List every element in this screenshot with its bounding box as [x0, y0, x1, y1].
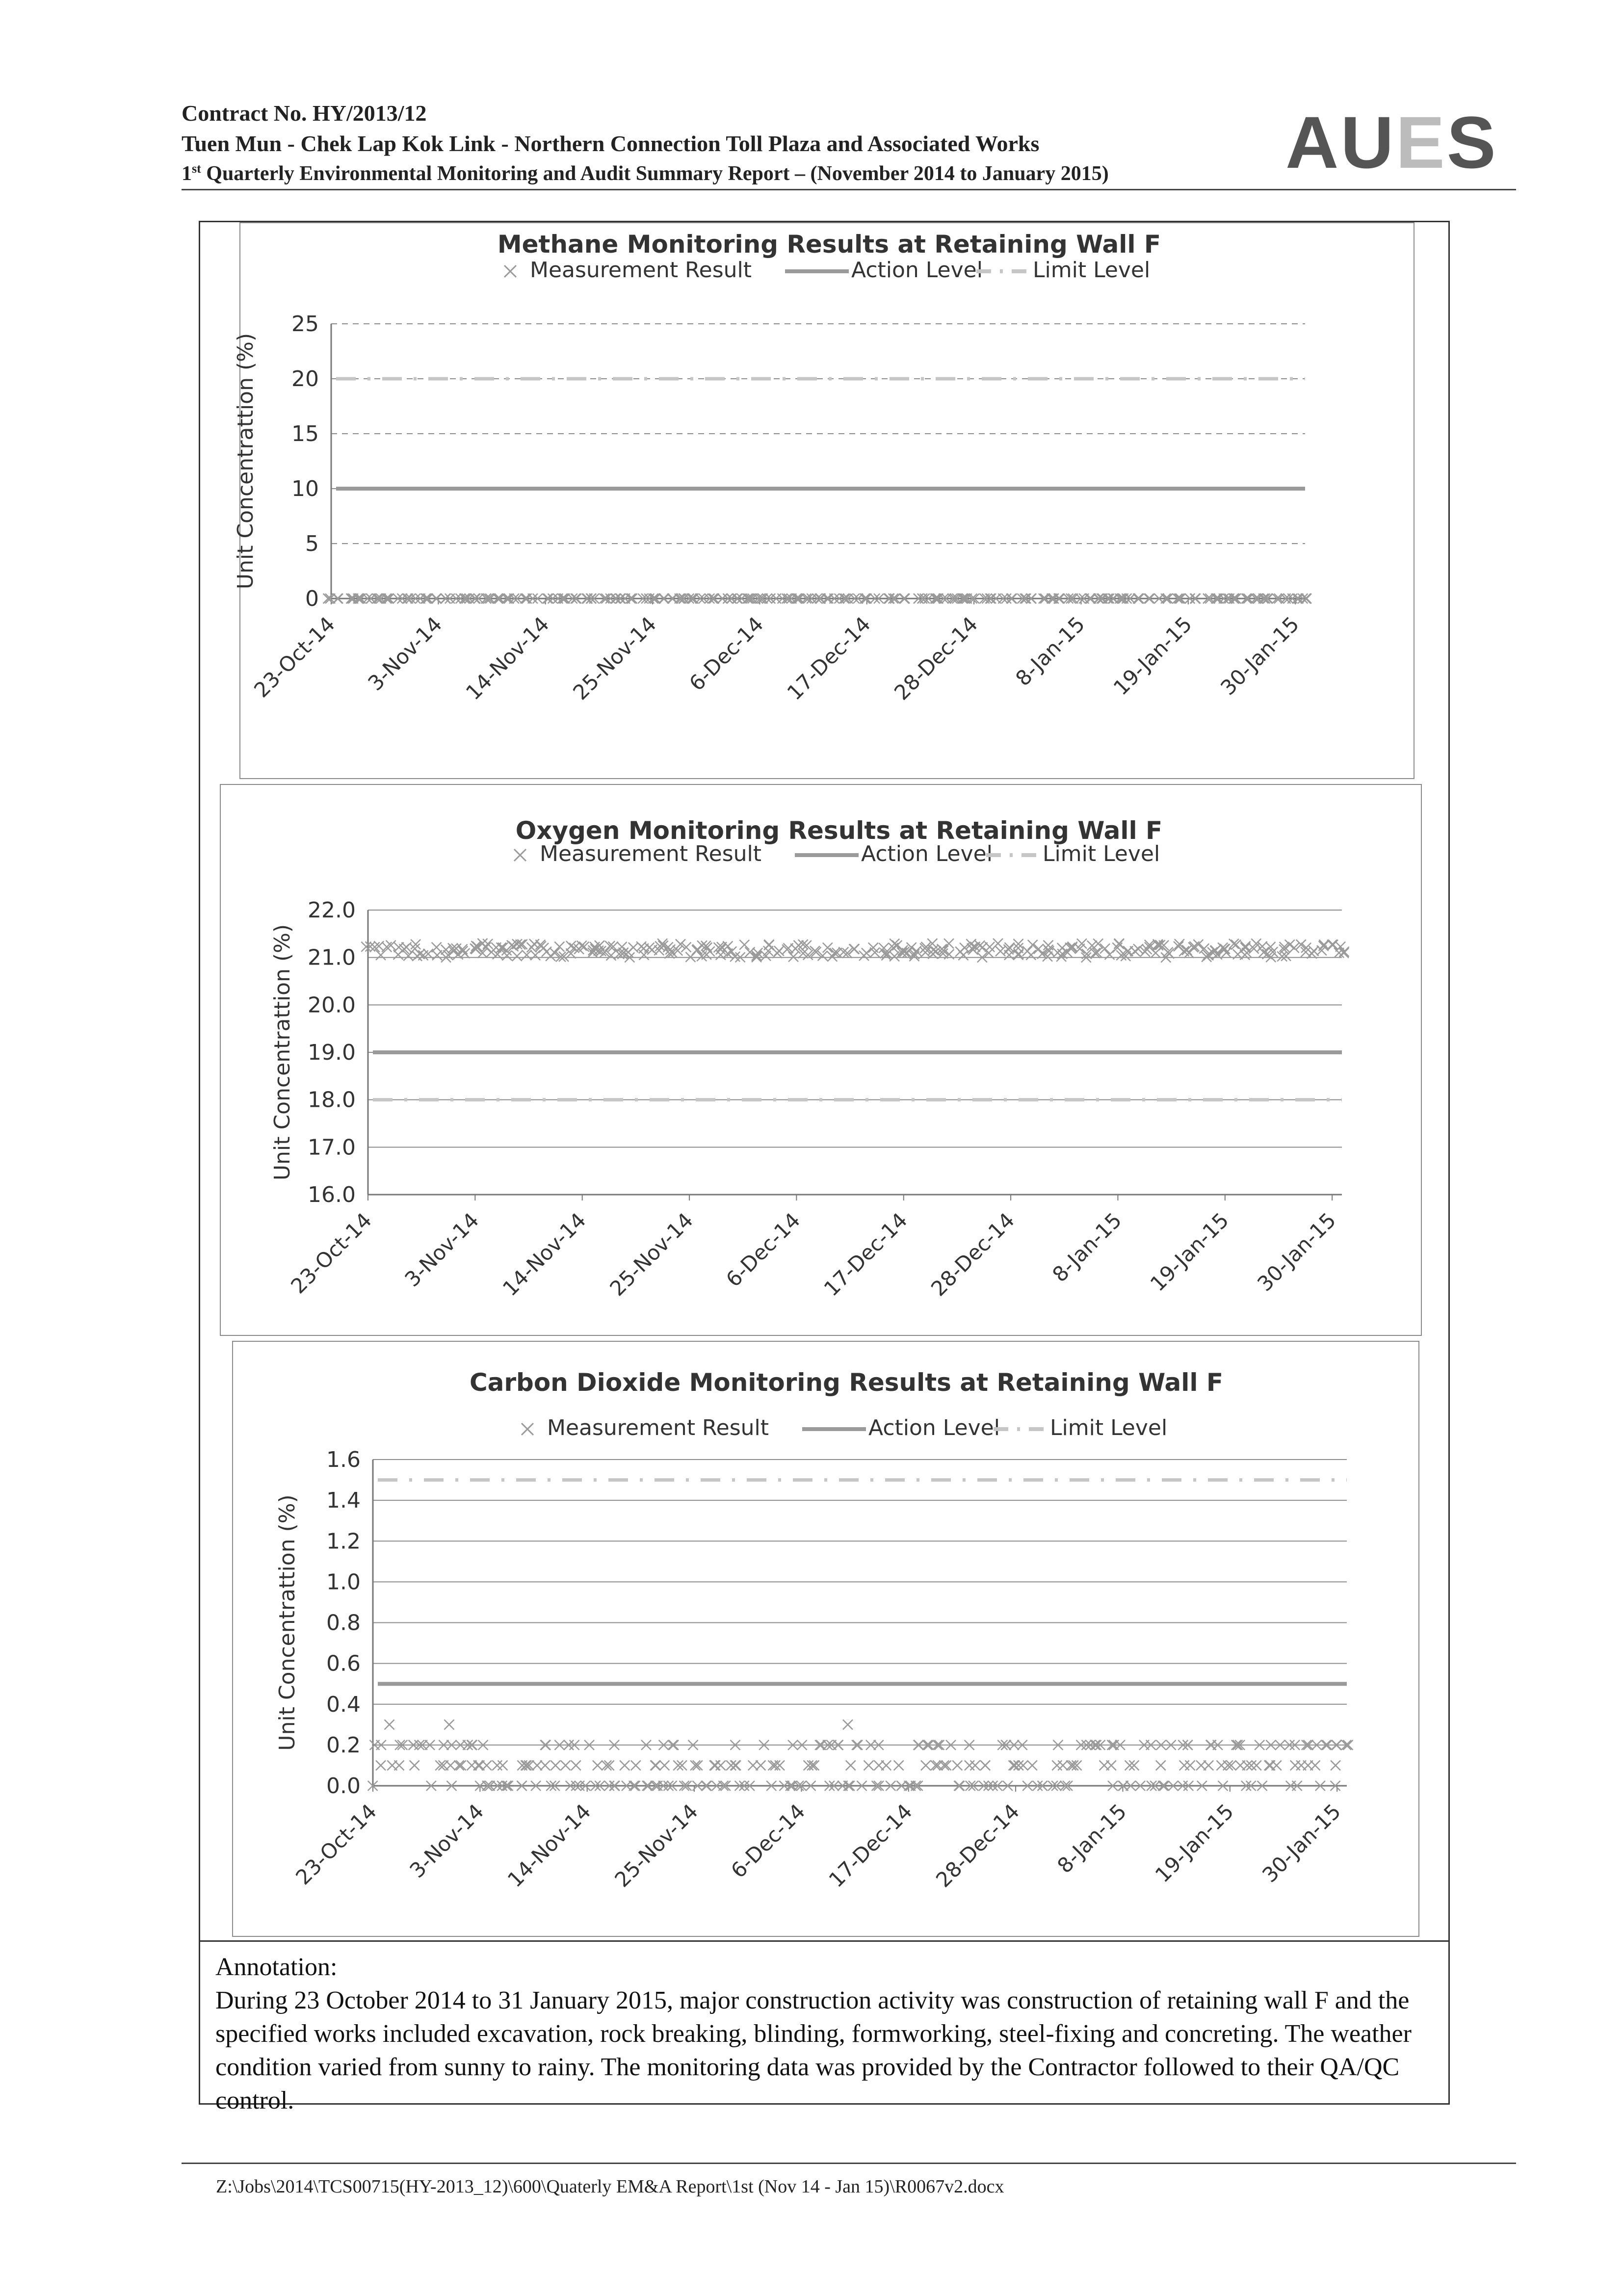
x-tick-label: 28-Dec-14 [931, 1799, 1024, 1892]
header-rule [182, 189, 1516, 190]
x-tick-label: 3-Nov-14 [405, 1799, 489, 1883]
measurement-marker [862, 948, 871, 958]
legend-measurement-label: Measurement Result [530, 258, 752, 283]
legend-limit-label: Limit Level [1050, 1415, 1168, 1440]
oxygen-chart-panel [220, 784, 1422, 1336]
x-tick-label: 23-Oct-14 [286, 1208, 377, 1299]
y-tick-label: 1.2 [326, 1529, 361, 1554]
x-tick-label: 25-Nov-14 [568, 612, 661, 705]
y-tick-label: 19.0 [308, 1040, 356, 1065]
y-tick-label: 0.2 [326, 1732, 361, 1758]
measurement-marker [692, 945, 702, 955]
measurement-marker [1090, 948, 1100, 958]
measurement-marker [482, 1760, 492, 1770]
measurement-marker [639, 950, 649, 960]
chart-legend [522, 1415, 1167, 1440]
x-tick-label: 14-Nov-14 [461, 612, 554, 705]
x-tick-label: 19-Jan-15 [1150, 1799, 1238, 1887]
measurement-marker [571, 1760, 581, 1770]
y-tick-label: 0.8 [326, 1610, 361, 1636]
measurement-marker [921, 1760, 931, 1770]
legend-action-label: Action Level [861, 841, 993, 866]
footer-rule [182, 2163, 1516, 2164]
measurement-marker [394, 1760, 404, 1770]
x-tick-label: 3-Nov-14 [400, 1208, 484, 1292]
measurement-marker [748, 1760, 758, 1770]
y-tick-label: 22.0 [308, 898, 356, 923]
measurement-marker [716, 1760, 726, 1770]
legend-action-label: Action Level [851, 258, 983, 283]
x-tick-label: 28-Dec-14 [890, 612, 983, 705]
annotation-body: During 23 October 2014 to 31 January 2015, major construction activity was construction of retaining wall F and the specified works included excavation, rock breaking, blinding, formworking, steel-fixing and concreting. The weather condition varied from sunny to rainy. The monitoring data was provided by the Contractor followed to their QA/QC control. [215, 1986, 1412, 2114]
x-tick-label: 30-Jan-15 [1216, 612, 1304, 700]
measurement-marker [410, 1760, 419, 1770]
methane-chart-panel [233, 222, 1414, 779]
figure-frame [199, 221, 1450, 2105]
legend-measurement-marker [514, 849, 526, 861]
measurement-marker [1106, 1760, 1116, 1770]
chart-svg [233, 1342, 1420, 1938]
measurement-marker [864, 1760, 874, 1770]
measurement-marker [1058, 1760, 1068, 1770]
y-axis-label: Unit Concentrattion (%) [270, 924, 295, 1181]
measurement-marker [761, 951, 771, 961]
legend-measurement-marker [504, 265, 516, 277]
measurement-marker [1034, 944, 1044, 954]
measurement-marker [939, 1760, 949, 1770]
measurement-marker [620, 1760, 629, 1770]
measurement-marker [376, 950, 386, 960]
measurement-marker [385, 1720, 394, 1729]
aues-logo: AUES [1285, 101, 1498, 183]
measurement-marker [473, 1760, 483, 1770]
x-tick-label: 23-Oct-14 [291, 1799, 382, 1890]
y-tick-label: 10 [291, 476, 319, 501]
x-tick-label: 6-Dec-14 [684, 612, 768, 696]
measurement-marker [1028, 940, 1038, 950]
x-tick-label: 14-Nov-14 [498, 1208, 591, 1301]
measurement-marker [1185, 1760, 1195, 1770]
measurement-marker [518, 939, 527, 949]
measurement-marker [788, 952, 798, 962]
y-tick-label: 20 [291, 366, 319, 391]
y-tick-label: 0 [305, 586, 319, 611]
measurement-marker [1145, 940, 1154, 950]
measurement-marker [727, 947, 736, 957]
measurement-marker [985, 942, 995, 952]
measurement-marker [1125, 1760, 1135, 1770]
measurement-marker [881, 1760, 891, 1770]
measurement-marker [1022, 946, 1032, 956]
measurement-marker [631, 1760, 641, 1770]
y-tick-label: 1.6 [326, 1447, 361, 1472]
measurement-marker [894, 1760, 904, 1770]
measurement-marker [498, 1760, 508, 1770]
y-tick-label: 21.0 [308, 945, 356, 970]
chart-title: Carbon Dioxide Monitoring Results at Retaining Wall F [469, 1368, 1224, 1397]
measurement-marker [1009, 1760, 1019, 1770]
chart-svg [221, 785, 1423, 1337]
x-tick-label: 6-Dec-14 [721, 1208, 805, 1292]
x-tick-label: 6-Dec-14 [726, 1799, 810, 1883]
measurement-marker [993, 939, 1003, 948]
x-tick-label: 23-Oct-14 [249, 612, 340, 703]
legend-action-label: Action Level [868, 1415, 1000, 1440]
chart-svg [233, 223, 1415, 780]
measurement-marker [512, 951, 522, 961]
measurement-marker [716, 950, 726, 960]
measurement-marker [376, 1760, 386, 1770]
x-tick-label: 25-Nov-14 [605, 1208, 698, 1301]
measurement-marker [456, 1760, 466, 1770]
legend-measurement-label: Measurement Result [547, 1415, 769, 1440]
x-tick-label: 3-Nov-14 [363, 612, 447, 696]
carbon-dioxide-chart-panel [232, 1341, 1419, 1937]
measurement-marker [995, 946, 1005, 956]
legend-measurement-marker [522, 1423, 533, 1435]
x-tick-label: 8-Jan-15 [1011, 612, 1090, 691]
y-tick-label: 25 [291, 312, 319, 337]
x-tick-label: 8-Jan-15 [1052, 1799, 1131, 1878]
chart-legend [504, 258, 1150, 283]
y-tick-label: 15 [291, 421, 319, 446]
measurement-marker [693, 1760, 703, 1770]
measurement-marker [944, 939, 954, 948]
measurement-marker [386, 940, 396, 950]
measurement-marker [644, 943, 654, 953]
measurement-marker [690, 1760, 700, 1770]
measurement-marker [958, 950, 968, 960]
measurement-marker [382, 942, 392, 952]
measurement-marker [1114, 939, 1124, 949]
measurement-marker [809, 1760, 819, 1770]
measurement-marker [540, 1760, 550, 1770]
measurement-marker [1327, 939, 1337, 949]
y-tick-label: 0.0 [326, 1774, 361, 1799]
measurement-marker [566, 941, 576, 951]
measurement-marker [942, 1760, 951, 1770]
measurement-marker [1018, 1760, 1028, 1770]
measurement-marker [1052, 1760, 1062, 1770]
measurement-marker [775, 1760, 785, 1770]
measurement-marker [445, 1760, 455, 1770]
legend-measurement-label: Measurement Result [540, 841, 762, 866]
y-tick-label: 18.0 [308, 1087, 356, 1113]
measurement-marker [522, 1760, 531, 1770]
measurement-marker [1240, 941, 1250, 951]
measurement-marker [535, 940, 545, 950]
measurement-marker [965, 1760, 974, 1770]
measurement-marker [1272, 1760, 1282, 1770]
measurement-marker [1310, 1760, 1320, 1770]
y-axis-label: Unit Concentrattion (%) [275, 1494, 300, 1751]
chart-title: Methane Monitoring Results at Retaining Wall F [497, 230, 1161, 259]
measurement-marker [1156, 1760, 1166, 1770]
measurement-marker [1179, 1760, 1189, 1770]
measurement-series [361, 939, 1349, 963]
measurement-marker [1252, 1760, 1261, 1770]
annotation-box [199, 1940, 1450, 2114]
measurement-marker [1259, 947, 1269, 957]
y-tick-label: 20.0 [308, 992, 356, 1018]
measurement-marker [739, 940, 749, 950]
measurement-marker [952, 1760, 962, 1770]
y-tick-label: 17.0 [308, 1135, 356, 1160]
x-tick-label: 17-Dec-14 [824, 1799, 917, 1892]
measurement-marker [561, 1760, 571, 1770]
measurement-marker [1290, 1760, 1300, 1770]
x-tick-label: 14-Nov-14 [502, 1799, 596, 1892]
measurement-marker [492, 1760, 502, 1770]
measurement-marker [1204, 1760, 1213, 1770]
x-tick-label: 25-Nov-14 [610, 1799, 703, 1892]
y-tick-label: 1.0 [326, 1569, 361, 1595]
legend-limit-label: Limit Level [1043, 841, 1160, 866]
y-tick-label: 0.6 [326, 1651, 361, 1676]
measurement-marker [980, 1760, 990, 1770]
measurement-marker [651, 1760, 661, 1770]
chart-title: Oxygen Monitoring Results at Retaining Wall F [515, 816, 1163, 845]
measurement-marker [970, 1760, 980, 1770]
x-tick-label: 28-Dec-14 [926, 1208, 1020, 1301]
contract-number: Contract No. HY/2013/12 [182, 101, 427, 126]
annotation-title: Annotation: [215, 1953, 338, 1981]
measurement-marker [770, 1760, 780, 1770]
x-tick-label: 17-Dec-14 [819, 1208, 912, 1301]
measurement-marker [483, 939, 493, 949]
measurement-marker [827, 952, 837, 962]
legend-limit-label: Limit Level [1033, 258, 1151, 283]
measurement-marker [846, 1760, 856, 1770]
chart-legend [514, 841, 1160, 866]
measurement-marker [546, 951, 555, 961]
y-tick-label: 1.4 [326, 1488, 361, 1513]
measurement-marker [593, 1760, 602, 1770]
y-tick-label: 0.4 [326, 1692, 361, 1717]
measurement-marker [454, 1760, 464, 1770]
measurement-marker [1066, 1760, 1076, 1770]
measurement-marker [1328, 940, 1338, 950]
measurement-marker [1331, 1760, 1340, 1770]
y-axis-label: Unit Concentrattion (%) [233, 333, 258, 590]
x-tick-label: 8-Jan-15 [1048, 1208, 1126, 1287]
measurement-marker [444, 1720, 454, 1729]
measurement-marker [532, 1760, 542, 1770]
measurement-marker [731, 1760, 741, 1770]
x-tick-label: 30-Jan-15 [1253, 1208, 1341, 1296]
measurement-marker [931, 1760, 941, 1770]
y-tick-label: 16.0 [308, 1182, 356, 1207]
measurement-marker [1129, 1760, 1139, 1770]
file-path: Z:\Jobs\2014\TCS00715(HY-2013_12)\600\Quaterly EM&A Report\1st (Nov 14 - Jan 15)\R0067v2.docx [216, 2176, 1004, 2197]
measurement-marker [1221, 948, 1231, 958]
measurement-marker [554, 942, 564, 952]
measurement-marker [659, 1760, 669, 1770]
report-title: 1st Quarterly Environmental Monitoring and Audit Summary Report – (November 2014 to January 2015) [182, 161, 1109, 185]
x-tick-label: 30-Jan-15 [1257, 1799, 1346, 1887]
measurement-marker [1130, 946, 1140, 956]
project-title: Tuen Mun - Chek Lap Kok Link - Northern Connection Toll Plaza and Associated Works [182, 131, 1040, 156]
x-tick-label: 19-Jan-15 [1108, 612, 1197, 700]
x-tick-label: 17-Dec-14 [782, 612, 875, 705]
measurement-marker [756, 1760, 765, 1770]
x-tick-label: 19-Jan-15 [1145, 1208, 1233, 1296]
measurement-series [368, 1720, 1353, 1791]
measurement-marker [432, 942, 442, 952]
measurement-marker [550, 1760, 560, 1770]
measurement-marker [1193, 939, 1203, 949]
measurement-marker [843, 1720, 853, 1729]
y-tick-label: 5 [305, 531, 319, 556]
measurement-marker [1027, 1760, 1037, 1770]
